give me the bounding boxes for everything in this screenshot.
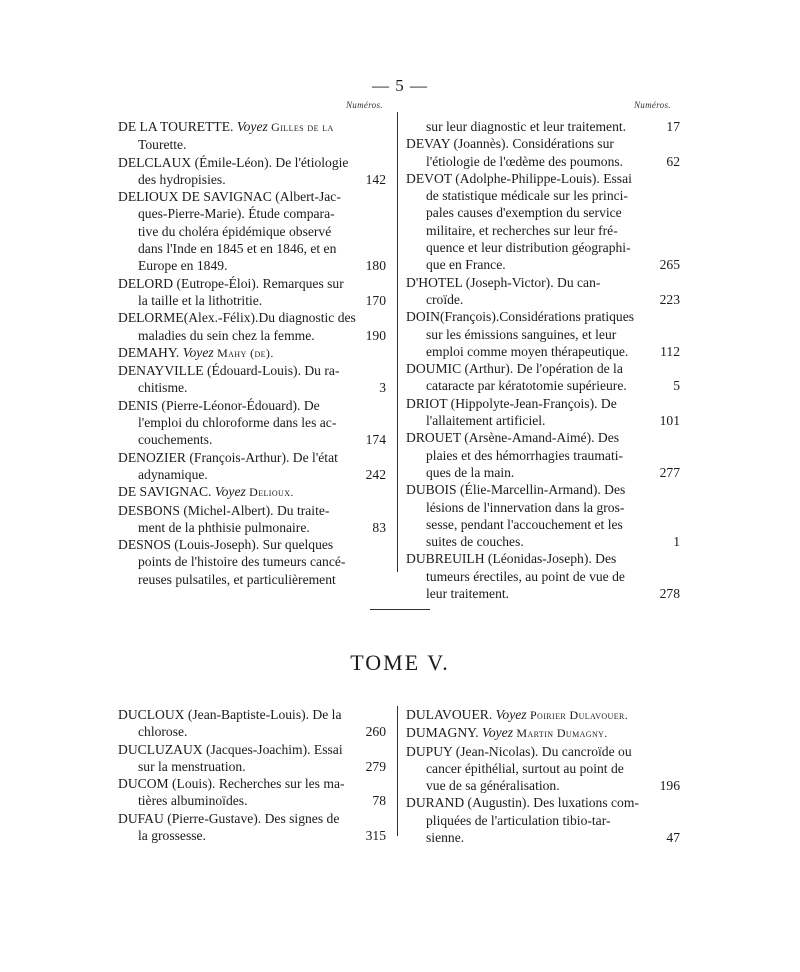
entry-line: couchements.	[138, 432, 213, 448]
entry-line: suites de couches.	[426, 534, 524, 550]
entry-line: vue de sa généralisation.	[426, 778, 560, 794]
entry-line: DUCLOUX (Jean-Baptiste-Louis). De la	[118, 707, 342, 722]
entry-line: points de l'histoire des tumeurs cancé-	[138, 554, 346, 570]
entry-number: 277	[659, 464, 680, 480]
index-entry	[118, 741, 386, 776]
section-divider	[370, 609, 430, 610]
entry-number: 279	[365, 758, 386, 774]
index-entry	[118, 810, 386, 845]
voyez-reference: Voyez	[236, 119, 268, 134]
index-entry	[406, 118, 680, 135]
column-header-left: Numéros.	[346, 100, 383, 110]
entry-line: sur leur diagnostic et leur traitement.	[426, 119, 627, 134]
entry-line: ment de la phthisie pulmonaire.	[138, 519, 310, 535]
entry-number: 112	[660, 343, 680, 359]
entry-line: l'étiologie de l'œdème des poumons.	[426, 153, 624, 169]
index-entry	[118, 449, 386, 484]
entry-number: 17	[666, 119, 680, 134]
index-entry	[118, 275, 386, 310]
page-number: — 5 —	[372, 76, 428, 95]
entry-line: DULAVOUER. Voyez Poirier Dulavouer.	[406, 707, 629, 722]
entry-number: 196	[659, 778, 680, 794]
entry-line: la taille et la lithotritie.	[138, 292, 263, 308]
entry-number: 3	[379, 380, 386, 396]
cross-reference-name: Poirier Dulavouer.	[529, 708, 629, 722]
entry-line: plaies et des hémorrhagies traumati-	[426, 447, 624, 463]
entry-number: 101	[659, 413, 680, 429]
cross-reference-name: Martin Dumagny.	[516, 726, 608, 741]
entry-line: l'allaitement artificiel.	[426, 413, 546, 429]
entry-line: militaire, et recherches sur leur fré-	[426, 222, 618, 238]
entry-line: chitisme.	[138, 380, 188, 396]
index-entry	[406, 274, 680, 309]
entry-number: 223	[659, 291, 680, 307]
entry-line: des hydropisies.	[138, 171, 226, 187]
index-entry	[118, 362, 386, 397]
entry-line: cancer épithélial, surtout au point de	[426, 760, 624, 776]
entry-line: quence et leur distribution géographi-	[426, 240, 631, 256]
voyez-reference: Voyez	[495, 707, 527, 722]
index-entry	[406, 706, 680, 724]
index-entry	[118, 536, 386, 588]
entry-line: adynamique.	[138, 466, 208, 482]
entry-line: cataracte par kératotomie supérieure.	[426, 378, 627, 394]
entry-line: l'emploi du chloroforme dans les ac-	[138, 415, 337, 431]
index-entry	[406, 135, 680, 170]
entry-line: sur la menstruation.	[138, 758, 246, 774]
entry-line: ques-Pierre-Marie). Étude compara-	[138, 206, 335, 222]
entry-line: DE SAVIGNAC. Voyez Delioux.	[118, 484, 294, 500]
index-entry	[118, 118, 386, 154]
entry-line: DUBREUILH (Léonidas-Joseph). Des	[406, 551, 617, 567]
entry-line: DENAYVILLE (Édouard-Louis). Du ra-	[118, 363, 340, 379]
entry-line: DELIOUX DE SAVIGNAC (Albert-Jac-	[118, 189, 341, 205]
index-entry	[118, 775, 386, 810]
voyez-reference: Voyez	[182, 344, 214, 360]
tome-right-column	[406, 706, 680, 846]
index-entry	[118, 344, 386, 362]
entry-line: pliquées de l'articulation tibio-tar-	[426, 812, 611, 828]
tome-column-divider	[397, 706, 398, 836]
entry-line: que en France.	[426, 257, 506, 273]
entry-number: 62	[666, 153, 680, 169]
index-entry	[406, 550, 680, 602]
entry-line: pales causes d'exemption du service	[426, 205, 622, 221]
entry-number: 242	[365, 466, 386, 482]
entry-line: DUCLUZAUX (Jacques-Joachim). Essai	[118, 741, 343, 757]
entry-line: chlorose.	[138, 724, 188, 740]
entry-number: 47	[666, 830, 680, 846]
entry-line: DENOZIER (François-Arthur). De l'état	[118, 449, 338, 465]
index-entry	[118, 706, 386, 741]
entry-number: 142	[365, 171, 386, 187]
entry-line: Europe en 1849.	[138, 258, 228, 274]
entry-number: 190	[365, 327, 386, 343]
entry-line: croïde.	[426, 291, 464, 307]
entry-line: tières albuminoïdes.	[138, 793, 248, 809]
entry-line: DUCOM (Louis). Recherches sur les ma-	[118, 776, 345, 792]
entry-number: 1	[673, 534, 680, 550]
entry-number: 78	[372, 793, 386, 809]
entry-line: tive du choléra épidémique observé	[138, 223, 332, 239]
entry-line: de statistique médicale sur les princi-	[426, 188, 628, 204]
entry-line: maladies du sein chez la femme.	[138, 327, 315, 343]
cross-reference-name: Gilles de la	[271, 120, 334, 134]
entry-line: DUPUY (Jean-Nicolas). Du cancroïde ou	[406, 743, 632, 759]
index-entry	[118, 483, 386, 501]
entry-line: leur traitement.	[426, 586, 510, 602]
index-entry	[406, 308, 680, 360]
entry-line: DELORME(Alex.-Félix).Du diagnostic des	[118, 310, 356, 326]
column-divider	[397, 112, 398, 572]
entry-line: Tourette.	[138, 137, 187, 153]
index-entry	[406, 794, 680, 846]
entry-line: sienne.	[426, 830, 465, 846]
index-entry	[406, 395, 680, 430]
index-entry	[118, 502, 386, 537]
entry-line: sesse, pendant l'accouchement et les	[426, 516, 623, 532]
entry-number: 265	[659, 257, 680, 273]
entry-line: DUBOIS (Élie-Marcellin-Armand). Des	[406, 482, 626, 498]
entry-line: ques de la main.	[426, 464, 515, 480]
entry-line: DELCLAUX (Émile-Léon). De l'étiologie	[118, 154, 349, 170]
entry-line: dans l'Inde en 1845 et en 1846, et en	[138, 241, 337, 257]
entry-line: lésions de l'innervation dans la gros-	[426, 499, 625, 515]
index-entry	[118, 397, 386, 449]
entry-line: DELORD (Eutrope-Éloi). Remarques sur	[118, 275, 344, 291]
entry-line: reuses pulsatiles, et particulièrement	[138, 571, 336, 587]
entry-number: 174	[365, 432, 386, 448]
entry-line: DEVOT (Adolphe-Philippe-Louis). Essai	[406, 170, 632, 186]
index-entry	[118, 309, 386, 344]
entry-line: tumeurs érectiles, au point de vue de	[426, 568, 625, 584]
tome-title: TOME V.	[350, 650, 450, 675]
index-entry	[406, 743, 680, 795]
entry-line: DOIN(François).Considérations pratiques	[406, 309, 635, 325]
index-entry	[406, 360, 680, 395]
index-entry	[406, 724, 680, 742]
cross-reference-name: Mahy (de).	[217, 345, 274, 360]
entry-number: 170	[365, 292, 386, 308]
entry-number: 278	[659, 586, 680, 602]
column-header-right: Numéros.	[634, 100, 671, 110]
index-entry	[118, 154, 386, 189]
entry-number: 83	[372, 519, 386, 535]
entry-line: DOUMIC (Arthur). De l'opération de la	[406, 361, 623, 377]
entry-line: DE LA TOURETTE. Voyez Gilles de la	[118, 119, 334, 134]
entry-line: DEMAHY. Voyez Mahy (de).	[118, 344, 274, 360]
index-entry	[406, 429, 680, 481]
entry-line: DURAND (Augustin). Des luxations com-	[406, 795, 639, 811]
entry-number: 315	[365, 828, 386, 844]
entry-number: 180	[365, 258, 386, 274]
entry-line: DRIOT (Hippolyte-Jean-François). De	[406, 395, 617, 411]
entry-line: D'HOTEL (Joseph-Victor). Du can-	[406, 274, 601, 290]
entry-line: DESBONS (Michel-Albert). Du traite-	[118, 502, 330, 518]
entry-line: la grossesse.	[138, 828, 206, 844]
entry-line: DENIS (Pierre-Léonor-Édouard). De	[118, 397, 320, 413]
entry-line: emploi comme moyen thérapeutique.	[426, 343, 629, 359]
tome-left-column	[118, 706, 386, 844]
voyez-reference: Voyez	[214, 484, 246, 500]
entry-line: DUMAGNY. Voyez Martin Dumagny.	[406, 725, 608, 741]
voyez-reference: Voyez	[482, 725, 513, 741]
entry-line: DUFAU (Pierre-Gustave). Des signes de	[118, 810, 340, 826]
entry-line: DROUET (Arsène-Amand-Aimé). Des	[406, 430, 620, 446]
index-entry	[118, 188, 386, 274]
entry-line: sur les émissions sanguines, et leur	[426, 326, 617, 342]
index-entry	[406, 170, 680, 274]
entry-number: 260	[365, 724, 386, 740]
left-index-column	[118, 118, 386, 588]
entry-line: DESNOS (Louis-Joseph). Sur quelques	[118, 537, 334, 553]
right-index-column	[406, 118, 680, 602]
entry-line: DEVAY (Joannès). Considérations sur	[406, 136, 614, 152]
cross-reference-name: Delioux.	[249, 485, 294, 500]
entry-number: 5	[673, 378, 680, 394]
index-entry	[406, 481, 680, 550]
